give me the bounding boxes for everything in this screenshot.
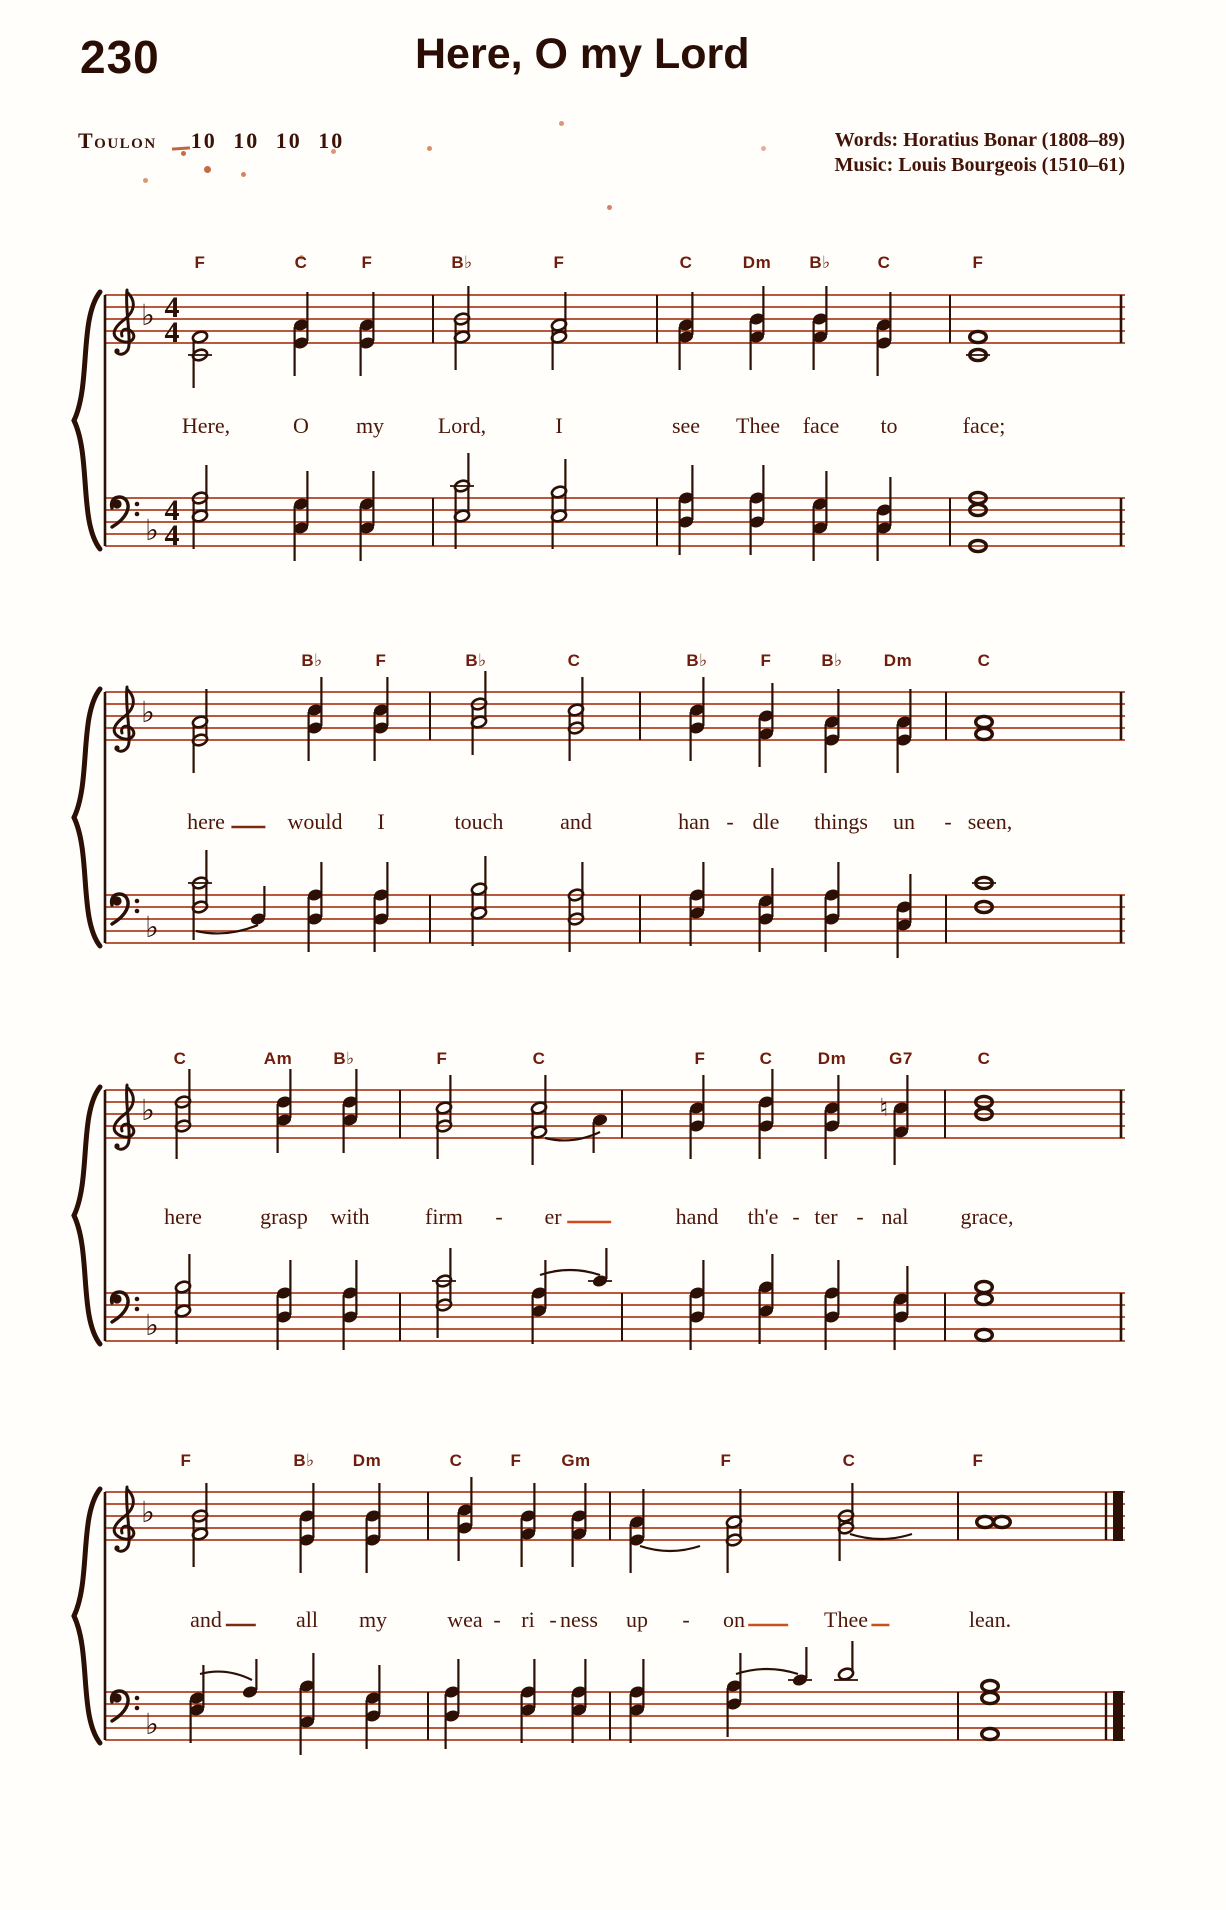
lyric-syllable: grace, (960, 1204, 1014, 1229)
whole-note (970, 331, 987, 342)
treble-clef-icon (114, 1085, 134, 1149)
slur (640, 1546, 700, 1551)
page-title: Here, O my Lord (415, 30, 750, 78)
lyric-syllable: would (287, 809, 343, 834)
treble-staff (105, 692, 1125, 740)
lyric-syllable: touch (454, 809, 504, 834)
natural-icon: ♮ (879, 1093, 889, 1122)
time-signature: 4 (164, 494, 180, 527)
note-column (982, 1680, 999, 1739)
lyric-syllable: ri (521, 1607, 535, 1632)
lyric-syllable: and (190, 1607, 222, 1632)
note-column (471, 856, 488, 946)
lyric-syllable: dle (752, 809, 780, 834)
music-credit: Music: Louis Bourgeois (1510–61) (834, 154, 1125, 176)
final-barline (1113, 1691, 1123, 1741)
chord-label: F (972, 1451, 984, 1470)
lyric-syllable: - (726, 809, 734, 834)
lyric-syllable: nal (881, 1204, 909, 1229)
lyric-syllable: firm (425, 1204, 463, 1229)
meter: 10 10 10 10 (190, 128, 345, 153)
whole-note (976, 716, 993, 727)
words-credit: Words: Horatius Bonar (1808–89) (834, 129, 1125, 151)
note-column (571, 1659, 588, 1743)
note-column (192, 465, 209, 549)
whole-note (982, 1728, 999, 1739)
lyric-syllable: wea (447, 1607, 483, 1632)
chord-label: B♭ (809, 253, 831, 272)
chord-label: B♭ (301, 651, 323, 670)
chord-label: B♭ (333, 1049, 355, 1068)
lyric-syllable: seen, (967, 809, 1013, 834)
note-column (568, 677, 585, 761)
note-column (471, 671, 488, 755)
note-column (276, 1069, 293, 1153)
note-column (359, 471, 376, 561)
lyric-syllable: my (355, 413, 385, 438)
chord-label: C (977, 651, 991, 670)
system-1 (74, 253, 1125, 561)
chord-label: G7 (889, 1049, 913, 1068)
note-column (175, 1254, 192, 1344)
chord-label: F (972, 253, 984, 272)
lyric-syllable: see (671, 413, 701, 438)
whole-note (976, 1329, 993, 1340)
lyric-syllable: - (856, 1204, 864, 1229)
chord-label: C (449, 1451, 463, 1470)
note-column (571, 1483, 588, 1567)
slur (196, 925, 258, 933)
lyric-syllable: O (293, 413, 309, 438)
note-column (342, 1069, 359, 1153)
note-column (976, 1281, 993, 1340)
note-column (726, 1653, 743, 1737)
note-column (365, 1665, 382, 1749)
chord-label: C (877, 253, 891, 272)
lyric-syllable: all (296, 1607, 318, 1632)
note-column (188, 330, 212, 388)
lyric-syllable: - (495, 1204, 503, 1229)
chord-label: C (532, 1049, 546, 1068)
note-column (436, 1075, 453, 1159)
chord-label: Dm (352, 1451, 382, 1470)
treble-staff (105, 295, 1125, 343)
flat-icon: ♭ (141, 1093, 155, 1127)
note-column (551, 459, 568, 549)
note-column (520, 1483, 537, 1567)
note-column (876, 292, 893, 376)
lyric-syllable: - (549, 1607, 557, 1632)
chord-label: B♭ (465, 651, 487, 670)
chord-label: C (173, 1049, 187, 1068)
note-column (749, 286, 766, 370)
lyric-syllable: up (626, 1607, 648, 1632)
whole-note (994, 1516, 1011, 1527)
system-3 (74, 1049, 1125, 1350)
note-column (788, 1647, 812, 1687)
note-column (293, 292, 310, 376)
chord-label: F (720, 1451, 732, 1470)
slur (736, 1669, 798, 1674)
note-column (812, 286, 829, 370)
lyric-syllable: things (814, 809, 868, 834)
whole-note (976, 1281, 993, 1292)
lyric-syllable: ness (560, 1607, 598, 1632)
note-column (629, 1659, 646, 1743)
system-brace (74, 1087, 100, 1344)
note-column (307, 677, 324, 761)
final-barline (1113, 1491, 1123, 1541)
note-column (977, 1516, 1011, 1527)
lyric-syllable: - (493, 1607, 501, 1632)
chord-label: Am (263, 1049, 293, 1068)
chord-label: C (567, 651, 581, 670)
lyric-syllable: hand (675, 1204, 719, 1229)
whole-note (982, 1692, 999, 1703)
note-column (758, 683, 775, 767)
note-column (893, 1266, 910, 1350)
flat-icon: ♭ (145, 513, 159, 547)
whole-note (976, 728, 993, 739)
lyric-syllable: here (187, 809, 225, 834)
chord-label: F (361, 253, 373, 272)
lyric-syllable: with (330, 1204, 370, 1229)
note-column (250, 886, 267, 926)
flat-icon: ♭ (141, 298, 155, 332)
lyric-syllable: here (164, 1204, 202, 1229)
time-signature: 4 (164, 316, 180, 349)
chord-label: F (436, 1049, 448, 1068)
lyric-syllable: I (555, 413, 563, 438)
lyric-syllable: th'e (747, 1204, 779, 1229)
note-column (824, 1075, 841, 1159)
lyric-syllable: grasp (260, 1204, 308, 1229)
note-column (293, 471, 310, 561)
lyric-syllable: Here, (181, 413, 231, 438)
chord-label: F (375, 651, 387, 670)
whole-note (982, 1680, 999, 1691)
note-column (896, 689, 913, 773)
note-column (457, 1477, 474, 1561)
slur (850, 1534, 912, 1539)
chord-label: B♭ (451, 253, 473, 272)
chord-label: C (759, 1049, 773, 1068)
slur (200, 1672, 252, 1680)
chord-label: F (180, 1451, 192, 1470)
chord-label: B♭ (686, 651, 708, 670)
note-column (588, 1248, 612, 1288)
lyric-syllable: I (377, 809, 385, 834)
lyric-syllable: han (678, 809, 710, 834)
system-brace (74, 292, 100, 549)
lyric-syllable: face (802, 413, 840, 438)
lyric-syllable: my (358, 1607, 388, 1632)
chord-label: Dm (742, 253, 772, 272)
chord-label: B♭ (821, 651, 843, 670)
treble-clef-icon (114, 1487, 134, 1551)
note-column (192, 1483, 209, 1567)
lyric-syllable: and (560, 809, 592, 834)
note-column (551, 292, 568, 370)
lyric-syllable: to (880, 413, 898, 438)
lyric-syllable: lean. (968, 1607, 1012, 1632)
chord-label: F (553, 253, 565, 272)
lyric-syllable: ter (814, 1204, 838, 1229)
bass-staff (105, 1692, 1125, 1740)
lyric-syllable: - (682, 1607, 690, 1632)
time-signature: 4 (164, 291, 180, 324)
note-column (876, 477, 893, 561)
slur (545, 1132, 600, 1140)
flat-icon: ♭ (145, 910, 159, 944)
flat-icon: ♭ (141, 1495, 155, 1529)
note-column (834, 1641, 858, 1681)
whole-note (977, 1516, 994, 1527)
note-column (629, 1489, 646, 1573)
chord-label: F (510, 1451, 522, 1470)
lyric-syllable: face; (962, 413, 1006, 438)
system-4 (74, 1451, 1125, 1755)
note-column (893, 1075, 910, 1165)
note-column (454, 286, 471, 370)
system-2 (74, 651, 1125, 958)
treble-clef-icon (114, 687, 134, 751)
flat-icon: ♭ (145, 1707, 159, 1741)
chord-label: Dm (883, 651, 913, 670)
chord-label: C (294, 253, 308, 272)
chord-label: B♭ (293, 1451, 315, 1470)
lyric-syllable: er (544, 1204, 562, 1229)
system-brace (74, 1489, 100, 1743)
flat-icon: ♭ (145, 1308, 159, 1342)
note-column (812, 471, 829, 561)
chord-label: C (679, 253, 693, 272)
slur (540, 1270, 600, 1275)
chord-label: C (977, 1049, 991, 1068)
note-column (824, 689, 841, 773)
chord-label: F (194, 253, 206, 272)
tune-name: Toulon (78, 128, 157, 153)
system-brace (74, 689, 100, 946)
lyric-syllable: Lord, (437, 413, 487, 438)
lyric-syllable: - (792, 1204, 800, 1229)
bass-staff (105, 1293, 1125, 1341)
flat-icon: ♭ (141, 695, 155, 729)
lyric-syllable: un (893, 809, 915, 834)
note-column (689, 1075, 706, 1159)
whole-note (976, 1293, 993, 1304)
treble-clef-icon (114, 290, 134, 354)
note-column (359, 292, 376, 376)
note-column (758, 868, 775, 952)
note-column (976, 1096, 993, 1119)
note-column (689, 862, 706, 946)
time-signature: 4 (164, 519, 180, 552)
hymn-number: 230 (80, 31, 160, 83)
chord-label: C (842, 1451, 856, 1470)
chord-label: F (694, 1049, 706, 1068)
lyric-syllable: on (723, 1607, 745, 1632)
lyric-syllable: Thee (736, 413, 780, 438)
note-column (531, 1075, 548, 1165)
lyric-syllable: - (944, 809, 952, 834)
note-column (726, 1489, 743, 1573)
note-column (373, 677, 390, 761)
lyric-syllable: Thee (824, 1607, 868, 1632)
treble-staff (105, 1492, 1125, 1540)
note-column (520, 1659, 537, 1743)
treble-staff (105, 1090, 1125, 1138)
chord-label: Dm (817, 1049, 847, 1068)
note-column (758, 1254, 775, 1344)
note-column (192, 689, 209, 773)
chord-label: Gm (561, 1451, 591, 1470)
note-column (838, 1483, 855, 1561)
note-column (966, 331, 990, 360)
note-column (896, 874, 913, 958)
chord-label: F (760, 651, 772, 670)
note-column (689, 677, 706, 761)
